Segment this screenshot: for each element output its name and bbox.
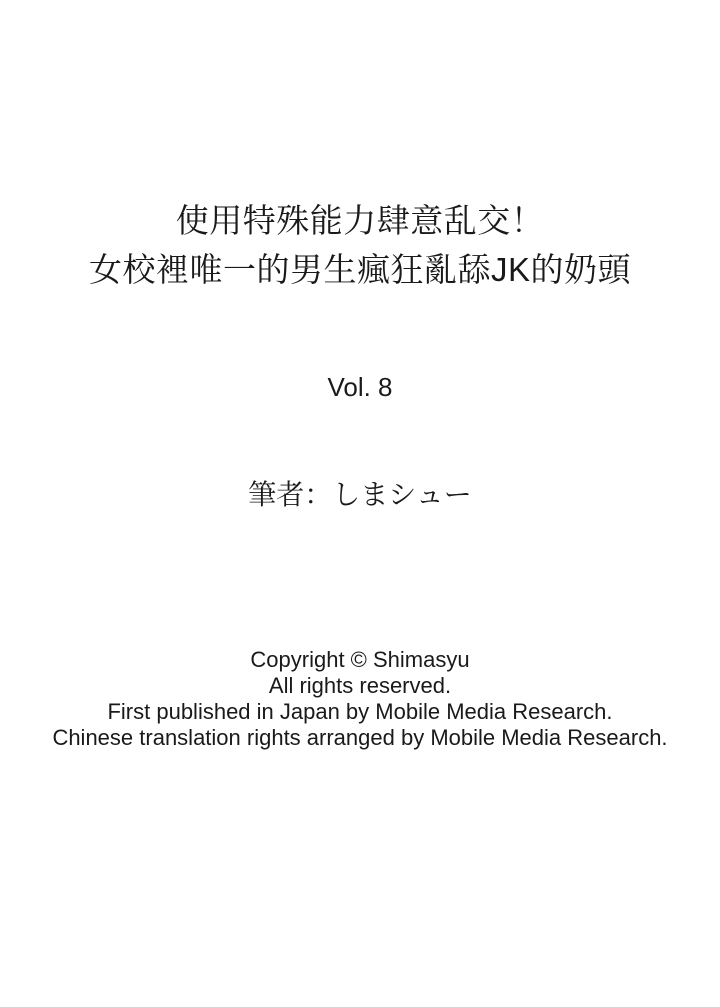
book-title-line-1: 使用特殊能力肆意乱交！	[175, 202, 545, 239]
copyright-line-translation: Chinese translation rights arranged by Mobile Media Research.	[52, 725, 668, 750]
copyright-block	[0, 647, 720, 751]
copyright-line-holder: Copyright © Shimasyu	[250, 647, 470, 672]
book-title-line-2: 女校裡唯一的男生瘋狂亂舔JK的奶頭	[88, 251, 631, 288]
author-line: 筆者：しまシュー	[248, 479, 472, 510]
copyright-line-publisher: First published in Japan by Mobile Media Research.	[107, 699, 613, 724]
volume-label: Vol. 8	[327, 372, 393, 402]
book-title	[0, 196, 720, 294]
copyright-line-rights: All rights reserved.	[268, 673, 452, 698]
